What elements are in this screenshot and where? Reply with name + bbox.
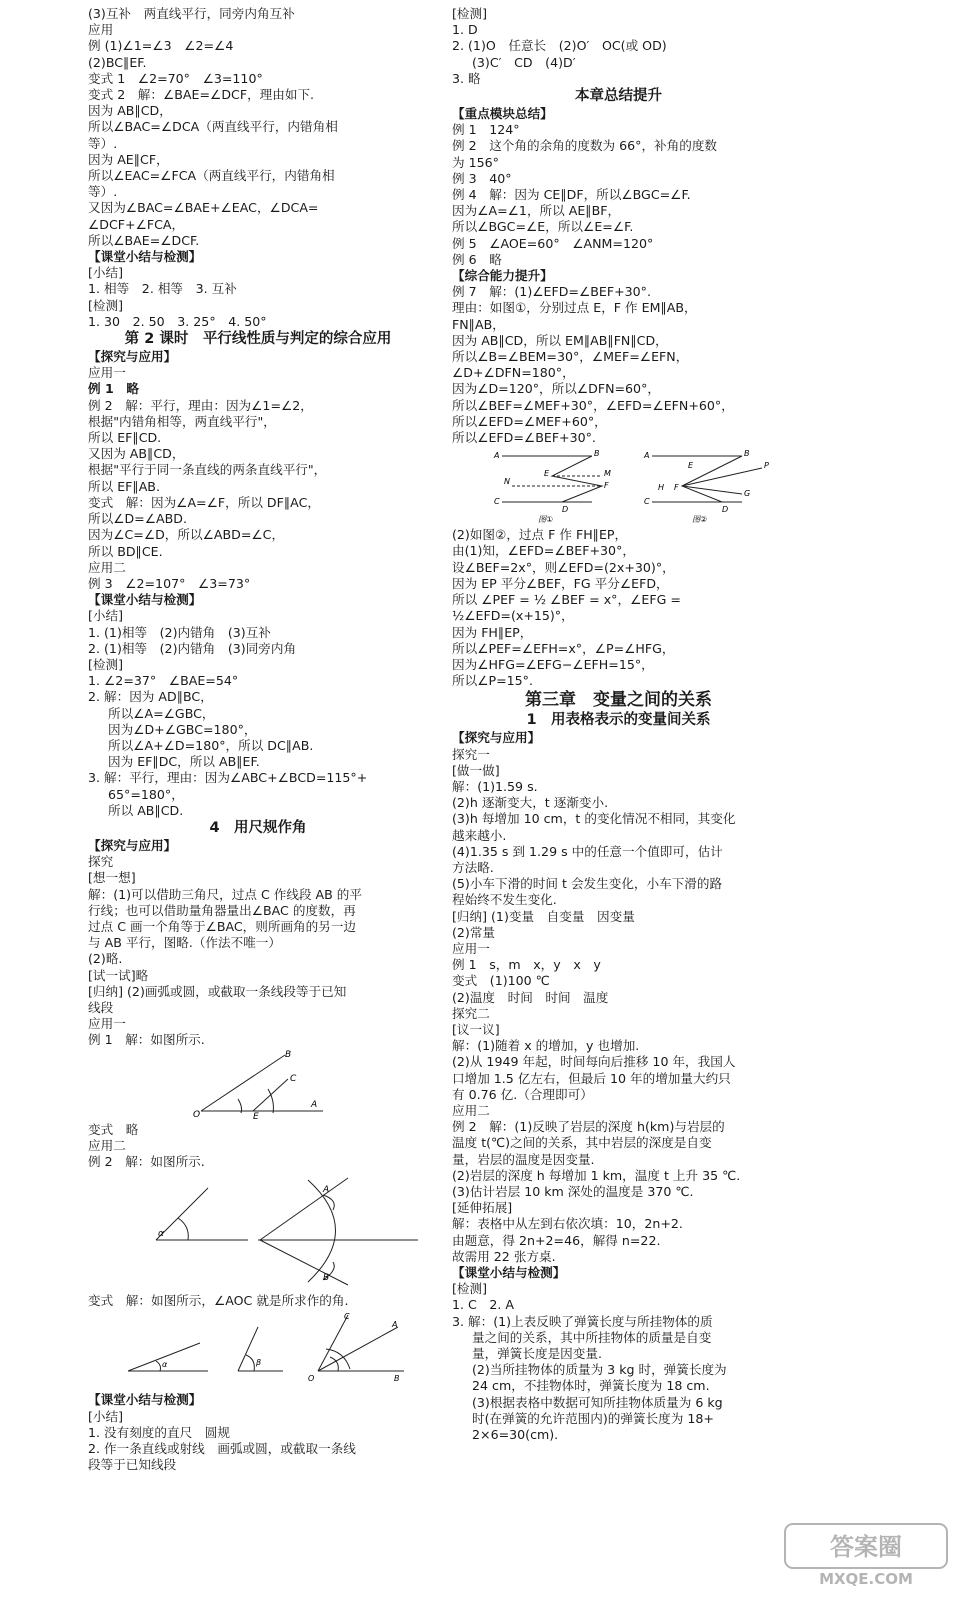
figure-label: A xyxy=(494,451,500,461)
figure-label: 图② xyxy=(692,515,708,525)
figure-label: A xyxy=(311,1099,318,1110)
figure-f4 xyxy=(452,446,785,527)
left-column xyxy=(88,6,428,1473)
text-line: 因为 FH∥EP， xyxy=(452,624,533,640)
text-line: 因为∠HFG=∠EFG−∠EFH=15°， xyxy=(452,656,654,672)
text-line: 所以∠A+∠D=180°，所以 DC∥AB. xyxy=(108,737,314,753)
text-line: (3)根据表格中数据可知所挂物体质量为 6 kg xyxy=(472,1394,723,1410)
text-line: 3. 解：(1)上表反映了弹簧长度与所挂物体的质 xyxy=(452,1313,713,1329)
text-line: 所以∠A=∠GBC， xyxy=(108,705,215,721)
text-line: 解：(1)1.59 s. xyxy=(452,778,538,794)
figure-label: O xyxy=(308,1374,315,1384)
text-line: [检测] xyxy=(452,6,488,21)
section-label: 【课堂小结与检测】 xyxy=(452,1265,566,1281)
section-label: 【探究与应用】 xyxy=(88,837,177,853)
text-line: 方法略. xyxy=(452,859,494,875)
text-line: 所以 BD∥CE. xyxy=(88,543,163,559)
text-line: 例 2 解：平行，理由：因为∠1=∠2， xyxy=(88,397,313,413)
text-line: (3)估计岩层 10 km 深处的温度是 370 ℃. xyxy=(452,1184,694,1199)
text-line: 所以∠EFD=∠BEF+30°. xyxy=(452,430,596,446)
text-line: 因为 AB∥CD，所以 EM∥AB∥FN∥CD， xyxy=(452,332,668,348)
figure-label: B xyxy=(323,1273,330,1284)
text-line: [试一试]略 xyxy=(88,967,149,983)
figure-label: D xyxy=(722,505,729,515)
text-line: (2)当所挂物体的质量为 3 kg 时，弹簧长度为 xyxy=(472,1362,727,1378)
text-line: 温度 t(℃)之间的关系，其中岩层的深度是自变 xyxy=(452,1135,712,1151)
text-line: 根据"内错角相等，两直线平行"， xyxy=(88,413,276,429)
text-line: 所以∠B=∠BEM=30°，∠MEF=∠EFN， xyxy=(452,349,689,365)
figure-label: O xyxy=(193,1109,201,1119)
text-line: 例 1 s，m x，y x y xyxy=(452,957,601,973)
figure-label: E xyxy=(544,469,550,479)
text-line: 变式 解：因为∠A=∠F，所以 DF∥AC， xyxy=(88,494,320,510)
text-line: 解：表格中从左到右依次填：10，2n+2. xyxy=(452,1216,683,1232)
text-line: 越来越小. xyxy=(452,827,507,843)
figure-label: α xyxy=(162,1360,168,1370)
text-line: 探究 xyxy=(88,854,114,870)
text-line: 例 3 ∠2=107° ∠3=73° xyxy=(88,575,251,591)
figure-label: F xyxy=(674,483,679,493)
text-line: 量，弹簧长度是因变量. xyxy=(472,1346,602,1362)
figure-label: B xyxy=(285,1049,292,1060)
text-line: (2)从 1949 年起，时间每向后推移 10 年，我国人 xyxy=(452,1054,736,1070)
text-line: 所以∠D=∠ABD. xyxy=(88,511,187,527)
text-line: 变式 (1)100 ℃ xyxy=(452,973,550,989)
text-line: 与 AB 平行，图略.（作法不唯一） xyxy=(88,935,281,951)
text-line: [检测] xyxy=(88,297,124,313)
text-line: 故需用 22 张方桌. xyxy=(452,1248,556,1264)
text-line: FN∥AB， xyxy=(452,316,505,332)
text-line: 因为 EF∥DC，所以 AB∥EF. xyxy=(108,754,260,770)
text-line: 1. 相等 2. 相等 3. 互补 xyxy=(88,281,237,297)
text-line: 1. (1)相等 (2)内错角 (3)互补 xyxy=(88,624,271,640)
figure-f3 xyxy=(88,1309,428,1392)
text-line: 等）. xyxy=(88,184,118,200)
watermark xyxy=(781,1520,951,1590)
text-line: 所以∠BEF=∠MEF+30°，∠EFD=∠EFN+60°， xyxy=(452,397,734,413)
text-line: (5)小车下滑的时间 t 会发生变化，小车下滑的路 xyxy=(452,876,723,892)
figure-label: β xyxy=(256,1358,262,1368)
text-line: (3)互补 两直线平行，同旁内角互补 xyxy=(88,6,295,21)
text-line: 1. 30 2. 50 3. 25° 4. 50° xyxy=(88,313,267,329)
text-line: 24 cm，不挂物体时，弹簧长度为 18 cm. xyxy=(472,1378,710,1394)
text-line: 因为∠D+∠GBC=180°， xyxy=(108,721,257,737)
text-line: ½∠EFD=(x+15)°， xyxy=(452,608,574,624)
text-line: [归纳] (2)画弧或圆，或截取一条线段等于已知 xyxy=(88,983,347,999)
text-line: 例 3 40° xyxy=(452,170,512,186)
text-line: [做一做] xyxy=(452,762,500,778)
text-line: 因为∠D=120°，所以∠DFN=60°， xyxy=(452,381,660,397)
text-line: 所以∠BGC=∠E，所以∠E=∠F. xyxy=(452,219,634,235)
text-line: 设∠BEF=2x°，则∠EFD=(2x+30)°， xyxy=(452,559,675,575)
text-line: (2)岩层的深度 h 每增加 1 km，温度 t 上升 35 ℃. xyxy=(452,1167,741,1183)
text-line: 所以∠BAE=∠DCF. xyxy=(88,232,200,248)
figure-label: A xyxy=(392,1320,398,1330)
text-line: 1. C 2. A xyxy=(452,1297,515,1313)
text-line: 探究二 xyxy=(452,1005,490,1021)
text-line: 例 6 略 xyxy=(452,251,502,267)
text-line: (2)常量 xyxy=(452,924,496,940)
text-line: [检测] xyxy=(452,1281,488,1297)
section-heading: 第三章 变量之间的关系 xyxy=(525,690,712,711)
section-label: 【重点模块总结】 xyxy=(452,106,553,122)
text-line: 应用 xyxy=(88,22,114,38)
text-line: ∠D+∠DFN=180°， xyxy=(452,365,575,381)
text-line: 量之间的关系，其中所挂物体的质量是自变 xyxy=(472,1329,712,1345)
text-line: (3)C′ CD (4)D′ xyxy=(472,54,576,70)
text-line: 2. (1)相等 (2)内错角 (3)同旁内角 xyxy=(88,640,297,656)
text-line: 程始终不发生变化. xyxy=(452,892,557,908)
text-line: (2)温度 时间 时间 温度 xyxy=(452,989,609,1005)
text-line: 所以∠PEF=∠EFH=x°，∠P=∠HFG， xyxy=(452,640,675,656)
figure-label: M xyxy=(604,469,611,479)
text-line: 例 4 解：因为 CE∥DF，所以∠BGC=∠F. xyxy=(452,187,691,203)
text-line: 3. 解：平行，理由：因为∠ABC+∠BCD=115°+ xyxy=(88,770,368,786)
text-line: [想一想] xyxy=(88,870,136,886)
figure-label: E xyxy=(253,1111,259,1119)
figure-f1 xyxy=(88,1049,428,1122)
figure-label: α xyxy=(158,1229,164,1240)
text-line: 所以 ∠PEF = ½ ∠BEF = x°，∠EFG = xyxy=(452,592,681,608)
text-line: 有 0.76 亿.（合理即可） xyxy=(452,1086,593,1102)
figure-label: E xyxy=(688,461,694,471)
section-heading: 4 用尺规作角 xyxy=(209,819,307,836)
text-line: 量，岩层的温度是因变量. xyxy=(452,1151,595,1167)
text-line: 所以∠P=15°. xyxy=(452,673,533,689)
text-line: 3. 略 xyxy=(452,70,481,86)
text-line: 例 1 略 xyxy=(88,381,139,397)
text-line: 又因为∠BAC=∠BAE+∠EAC，∠DCA= xyxy=(88,200,319,216)
section-label: 【探究与应用】 xyxy=(88,349,177,365)
figure-label: C xyxy=(494,497,500,507)
text-line: 所以 EF∥AB. xyxy=(88,478,160,494)
text-line: (2)略. xyxy=(88,951,123,967)
text-line: (2)BC∥EF. xyxy=(88,54,147,70)
watermark-logo-text: 答案圈 xyxy=(830,1533,902,1561)
figure-label: B xyxy=(394,1374,400,1384)
text-line: ∠DCF+∠FCA， xyxy=(88,216,185,232)
figure-label: A xyxy=(644,451,650,461)
text-line: 因为 EP 平分∠BEF，FG 平分∠EFD， xyxy=(452,575,669,591)
text-line: 所以 EF∥CD. xyxy=(88,430,162,446)
text-line: 由题意，得 2n+2=46，解得 n=22. xyxy=(452,1232,661,1248)
text-line: (4)1.35 s 到 1.29 s 中的任意一个值即可，估计 xyxy=(452,843,723,859)
text-line: 过点 C 画一个角等于∠BAC，则所画角的另一边 xyxy=(88,918,357,934)
text-line: 2. (1)O 任意长 (2)O′ OC(或 OD) xyxy=(452,38,667,54)
text-line: 应用二 xyxy=(452,1102,490,1118)
text-line: 1. 没有刻度的直尺 圆规 xyxy=(88,1424,230,1440)
text-line: 应用一 xyxy=(88,1016,126,1032)
section-heading: 1 用表格表示的变量间关系 xyxy=(526,712,711,729)
text-line: 因为 AB∥CD， xyxy=(88,103,172,119)
text-line: 应用一 xyxy=(88,365,126,381)
figure-label: P xyxy=(764,461,769,471)
text-line: 为 156° xyxy=(452,154,499,170)
figure-label: F xyxy=(604,481,609,491)
figure-label: B xyxy=(594,449,600,459)
text-line: 探究一 xyxy=(452,746,490,762)
text-line: 例 2 解：(1)反映了岩层的深度 h(km)与岩层的 xyxy=(452,1119,725,1135)
text-line: [小结] xyxy=(88,265,124,281)
text-line: [检测] xyxy=(88,656,124,672)
text-line: 所以∠EAC=∠FCA（两直线平行，内错角相 xyxy=(88,168,335,184)
text-line: 2×6=30(cm). xyxy=(472,1427,559,1443)
figure-label: D xyxy=(562,505,569,515)
text-line: (2)如图②，过点 F 作 FH∥EP， xyxy=(452,527,628,543)
text-line: 例 1 124° xyxy=(452,122,520,138)
figure-label: G xyxy=(744,489,751,499)
text-line: 行线；也可以借助量角器量出∠BAC 的度数，再 xyxy=(88,902,356,918)
text-line: 2. 作一条直线或射线 画弧或圆，或截取一条线 xyxy=(88,1441,356,1457)
right-column xyxy=(452,6,785,1443)
section-label: 【综合能力提升】 xyxy=(452,268,553,284)
text-line: 变式 解：如图所示，∠AOC 就是所求作的角. xyxy=(88,1293,349,1309)
text-line: [小结] xyxy=(88,1408,124,1424)
figure-label: C xyxy=(344,1312,350,1322)
text-line: 所以 AB∥CD. xyxy=(108,802,184,818)
section-label: 【课堂小结与检测】 xyxy=(88,1392,202,1408)
figure-label: 图① xyxy=(538,515,554,525)
text-line: 变式 2 解：∠BAE=∠DCF，理由如下. xyxy=(88,87,315,103)
figure-f2 xyxy=(88,1170,428,1293)
text-line: 由(1)知，∠EFD=∠BEF+30°， xyxy=(452,543,635,559)
text-line: 根据"平行于同一条直线的两条直线平行"， xyxy=(88,462,327,478)
section-heading: 本章总结提升 xyxy=(575,88,662,105)
text-line: (2)h 逐渐变大，t 逐渐变小. xyxy=(452,795,609,811)
text-line: 理由：如图①，分别过点 E，F 作 EM∥AB， xyxy=(452,300,697,316)
text-line: [议一议] xyxy=(452,1021,500,1037)
text-line: 线段 xyxy=(88,999,114,1015)
figure-label: C xyxy=(290,1073,297,1084)
figure-label: C xyxy=(644,497,650,507)
text-line: 2. 解：因为 AD∥BC， xyxy=(88,689,213,705)
text-line: 应用二 xyxy=(88,1137,126,1153)
text-line: 等）. xyxy=(88,135,118,151)
text-line: 应用二 xyxy=(88,559,126,575)
text-line: [归纳] (1)变量 自变量 因变量 xyxy=(452,908,635,924)
text-line: 时(在弹簧的允许范围内)的弹簧长度为 18+ xyxy=(472,1410,714,1426)
text-line: 口增加 1.5 亿左右，但最后 10 年的增加量大约只 xyxy=(452,1070,731,1086)
text-line: 变式 略 xyxy=(88,1121,139,1137)
text-line: 例 1 解：如图所示. xyxy=(88,1032,205,1048)
text-line: 段等于已知线段 xyxy=(88,1457,177,1473)
section-heading: 第 2 课时 平行线性质与判定的综合应用 xyxy=(124,331,392,348)
text-line: 例 5 ∠AOE=60° ∠ANM=120° xyxy=(452,235,654,251)
watermark-site: MXQE.COM xyxy=(819,1570,913,1588)
text-line: 1. D xyxy=(452,22,478,38)
text-line: 解：(1)可以借助三角尺，过点 C 作线段 AB 的平 xyxy=(88,886,362,902)
figure-label: H xyxy=(658,483,665,493)
text-line: 1. ∠2=37° ∠BAE=54° xyxy=(88,673,239,689)
text-line: [延伸拓展] xyxy=(452,1200,513,1216)
text-line: 65°=180°， xyxy=(108,786,184,802)
section-label: 【课堂小结与检测】 xyxy=(88,249,202,265)
text-line: 因为 AE∥CF， xyxy=(88,151,169,167)
text-line: 解：(1)随着 x 的增加，y 也增加. xyxy=(452,1038,640,1054)
text-line: 所以∠BAC=∠DCA（两直线平行，内错角相 xyxy=(88,119,338,135)
figure-label: N xyxy=(504,477,510,487)
text-line: 例 2 解：如图所示. xyxy=(88,1154,205,1169)
text-line: 因为∠A=∠1，所以 AE∥BF， xyxy=(452,203,621,219)
text-line: 例 7 解：(1)∠EFD=∠BEF+30°. xyxy=(452,284,651,300)
text-line: 所以∠EFD=∠MEF+60°， xyxy=(452,413,607,429)
text-line: 应用一 xyxy=(452,940,490,956)
text-line: (3)h 每增加 10 cm，t 的变化情况不相同，其变化 xyxy=(452,811,736,827)
section-label: 【课堂小结与检测】 xyxy=(88,592,202,608)
figure-label: B xyxy=(744,449,750,459)
text-line: 例 2 这个角的余角的度数为 66°，补角的度数 xyxy=(452,138,718,154)
text-line: 例 (1)∠1=∠3 ∠2=∠4 xyxy=(88,38,234,54)
text-line: 变式 1 ∠2=70° ∠3=110° xyxy=(88,70,263,86)
text-line: 因为∠C=∠D，所以∠ABD=∠C， xyxy=(88,527,285,543)
text-line: [小结] xyxy=(88,608,124,624)
section-label: 【探究与应用】 xyxy=(452,730,541,746)
text-line: 又因为 AB∥CD， xyxy=(88,446,185,462)
figure-label: A xyxy=(323,1185,330,1196)
